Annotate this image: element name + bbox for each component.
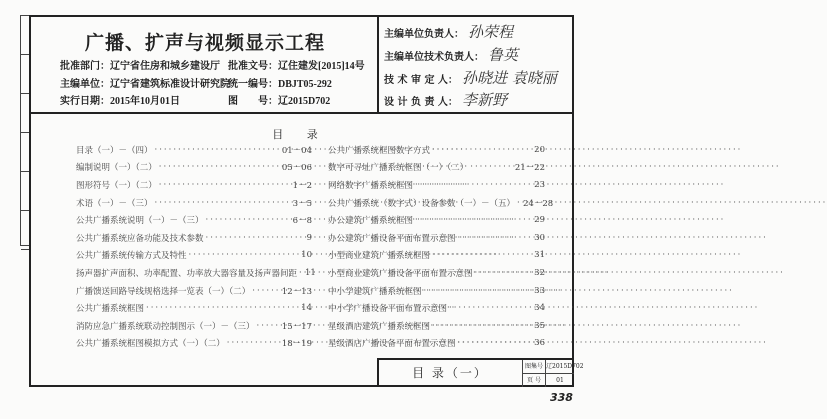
toc-entry xyxy=(328,335,545,353)
toc-entry-page: 33 xyxy=(534,285,545,296)
toc-entry xyxy=(328,211,545,229)
toc-entry xyxy=(328,194,554,212)
toc-entry xyxy=(328,141,545,159)
toc-entry-page: 30 xyxy=(534,232,545,243)
toc-entry xyxy=(76,211,312,229)
toc-entry-title: 公共广播系统框图数字方式 xyxy=(328,145,431,156)
handwritten-signature: 鲁英 xyxy=(488,46,519,64)
toc-entry xyxy=(76,229,312,247)
toc-entry-title: 星级酒店广播设备平面布置示意图 xyxy=(328,339,456,350)
toc-entry xyxy=(76,176,312,194)
toc-entry-title: 公共广播系统说明（一）－（三） xyxy=(76,216,204,227)
leader-dots xyxy=(227,338,280,348)
toc-entry-title: 小型商业建筑广播设备平面布置示意图 xyxy=(328,268,473,279)
atlas-label: 图集号 xyxy=(522,360,545,374)
leader-dots xyxy=(424,286,533,296)
signature-row: 技 术 审 定 人： 孙晓进 袁晓丽 xyxy=(384,69,557,87)
toc-entry-page: 24－28 xyxy=(523,198,554,209)
toc-entry-page: 18－19 xyxy=(281,339,312,350)
toc-entry xyxy=(76,282,312,300)
toc-entry xyxy=(328,264,545,282)
toc-entry-page: 10 xyxy=(301,250,312,261)
toc-entry xyxy=(76,141,312,159)
toc-heading: 目 录 xyxy=(272,128,328,141)
leader-dots xyxy=(432,145,532,155)
toc-right-column xyxy=(328,141,554,352)
toc-entry xyxy=(328,247,545,265)
leader-dots xyxy=(155,145,280,155)
leader-dots xyxy=(146,303,299,313)
leader-dots xyxy=(449,303,532,313)
toc-entry-page: 12－13 xyxy=(281,286,312,297)
handwritten-signature: 孙荣程 xyxy=(468,23,514,41)
leader-dots xyxy=(206,233,305,243)
leader-dots xyxy=(299,268,303,278)
atlas-value: 辽2015D702 xyxy=(545,360,574,374)
leader-dots xyxy=(415,180,532,190)
signature-divider xyxy=(377,15,379,113)
toc-entry-page: 15－17 xyxy=(281,321,312,332)
toc-entry-title: 公共广播系统传输方式及特性 xyxy=(76,251,187,262)
handwritten-signature: 李新野 xyxy=(461,91,507,109)
toc-entry-page: 9 xyxy=(306,232,312,243)
approval-doc: 批准文号：辽住建发[2015]14号 xyxy=(228,61,365,72)
toc-entry xyxy=(328,282,545,300)
toc-entry xyxy=(76,299,312,317)
toc-entry-title: 公共广播系统（数字式）设备参数（一）－（五） xyxy=(328,198,516,209)
handwritten-signature: 孙晓进 袁晓丽 xyxy=(461,69,557,87)
toc-entry-title: 中小学广播设备平面布置示意图 xyxy=(328,304,448,315)
toc-entry-title: 术语（一）－（三） xyxy=(76,198,153,209)
signature-row: 设 计 负 责 人： 李新野 xyxy=(384,91,507,109)
leader-dots xyxy=(159,162,280,172)
toc-entry-title: 编制说明（一）（二） xyxy=(76,163,157,174)
leader-dots xyxy=(432,250,532,260)
leader-dots xyxy=(517,198,521,208)
toc-entry-page: 3－5 xyxy=(292,198,312,209)
toc-entry-title: 小型商业建筑广播系统框图 xyxy=(328,251,431,262)
toc-entry-page: 20 xyxy=(534,144,545,155)
toc-entry xyxy=(328,176,545,194)
page-label: 页 号 xyxy=(522,374,545,387)
toc-entry xyxy=(76,264,316,282)
toc-entry-title: 目录（一）－（四） xyxy=(76,145,153,156)
page-value: 01 xyxy=(545,374,574,387)
toc-entry xyxy=(76,317,312,335)
toc-entry-title: 中小学建筑广播系统框图 xyxy=(328,286,422,297)
toc-entry-page: 1－2 xyxy=(292,180,312,191)
toc-entry-title: 消防应急广播系统联动控制图示（一）－（三） xyxy=(76,321,255,332)
toc-entry-title: 公共广播系统框图 xyxy=(76,304,145,315)
leader-dots xyxy=(458,233,533,243)
approval-dept: 批准部门：辽宁省住房和城乡建设厅 xyxy=(60,61,220,72)
toc-entry-title: 广播馈送回路导线规格选择一览表（一）（二） xyxy=(76,286,251,297)
toc-entry-title: 公共广播系统应备功能及技术参数 xyxy=(76,233,204,244)
leader-dots xyxy=(470,162,513,172)
toc-entry-title: 数字可寻址广播系统框图（一）（二） xyxy=(328,163,469,174)
toc-entry-page: 05－06 xyxy=(281,163,312,174)
toc-entry-title: 办公建筑广播系统框图 xyxy=(328,216,414,227)
editor-unit: 主编单位：辽宁省建筑标准设计研究院 xyxy=(60,79,230,90)
toc-entry-page: 34 xyxy=(534,303,545,314)
leader-dots xyxy=(252,286,280,296)
signature-row: 主编单位技术负责人： 鲁英 xyxy=(384,46,519,64)
title-block-title: 目 录（一） xyxy=(412,366,488,380)
toc-entry-page: 6－8 xyxy=(292,216,312,227)
toc-entry-page: 11 xyxy=(305,267,316,278)
toc-entry-page: 21－22 xyxy=(514,163,545,174)
toc-entry-title: 星级酒店建筑广播系统框图 xyxy=(328,321,431,332)
toc-entry-page: 01－04 xyxy=(281,145,312,156)
toc-entry xyxy=(328,159,545,177)
leader-dots xyxy=(155,198,291,208)
document-title: 广播、扩声与视频显示工程 xyxy=(84,32,325,54)
toc-entry-page: 23 xyxy=(534,179,545,190)
toc-entry xyxy=(328,317,545,335)
leader-dots xyxy=(189,250,300,260)
toc-entry-title: 扬声器扩声面积、功率配置、功率放大器容量及扬声器间距 xyxy=(76,268,298,279)
toc-entry-title: 公共广播系统框图模拟方式（一）（二） xyxy=(76,339,225,350)
toc-entry-title: 图形符号（一）（二） xyxy=(76,180,157,191)
toc-left-column xyxy=(76,141,316,352)
toc-entry-page: 31 xyxy=(534,250,545,261)
signature-row: 主编单位负责人： 孙荣程 xyxy=(384,23,514,41)
toc-entry xyxy=(328,299,545,317)
effective-date: 实行日期：2015年10月01日 xyxy=(60,96,180,107)
leader-dots xyxy=(475,268,533,278)
toc-entry-page: 35 xyxy=(534,320,545,331)
toc-entry-page: 14 xyxy=(301,303,312,314)
toc-entry-page: 36 xyxy=(534,338,545,349)
toc-entry-page: 32 xyxy=(534,267,545,278)
toc-entry-title: 办公建筑广播设备平面布置示意图 xyxy=(328,233,456,244)
leader-dots xyxy=(458,338,533,348)
toc-entry xyxy=(76,247,312,265)
toc-entry xyxy=(328,229,545,247)
toc-entry xyxy=(76,194,312,212)
atlas-number: 图 号：辽2015D702 xyxy=(228,96,331,107)
toc-entry xyxy=(76,335,312,353)
toc-entry-title: 网络数字广播系统框图 xyxy=(328,180,414,191)
leader-dots xyxy=(432,321,532,331)
leader-dots xyxy=(415,215,532,225)
page-number: 338 xyxy=(550,391,573,404)
leader-dots xyxy=(159,180,291,190)
toc-entry-page: 29 xyxy=(534,215,545,226)
leader-dots xyxy=(257,321,280,331)
leader-dots xyxy=(206,215,291,225)
unified-number: 统一编号：DBJT05-292 xyxy=(228,79,332,90)
toc-entry xyxy=(76,159,312,177)
